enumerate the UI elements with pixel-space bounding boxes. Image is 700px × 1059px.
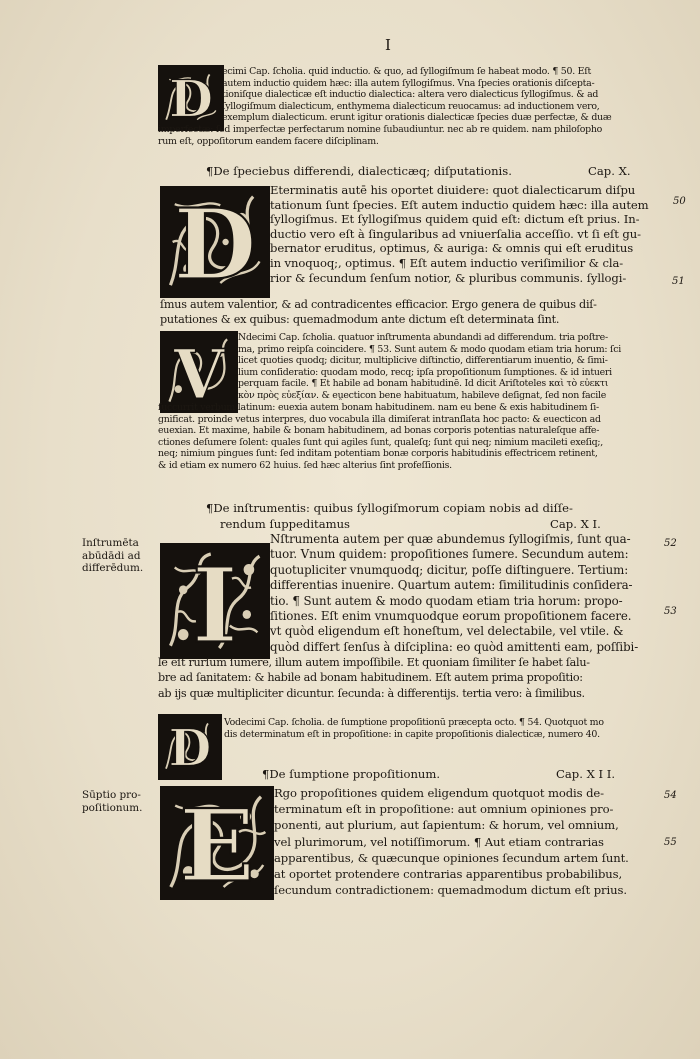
chapter-xii-text <box>274 785 629 898</box>
chapter-xi-text <box>270 532 638 655</box>
text-line: in vnoquoq;, optimus. ¶ Eſt autem inductio veriſimilior & cla- <box>270 255 624 270</box>
chapter-xi-text-tail <box>158 655 590 701</box>
margin-number-53: 53 <box>664 606 677 617</box>
chapter-heading-x <box>206 164 646 178</box>
text-line: vt quòd eligendum eſt honeſtum, vel delectabile, vel vtile. & <box>270 624 624 639</box>
text-line: tuor. Vnum quidem: propoſitiones ſumere. Secundum autem: <box>270 547 629 562</box>
scholia-block-1 <box>222 66 611 124</box>
margin-note-line: abūdādi ad <box>82 549 141 562</box>
text-line: at oportet protendere contrarias apparentibus probabilibus, <box>274 867 623 882</box>
decorated-initial-e <box>160 786 274 900</box>
text-line: Ndecimi Cap. ſcholia. quatuor inſtrumenta abundandi ad differendum. tria poſtre- <box>238 332 608 343</box>
text-line: quotupliciter vnumquodq; dicitur, poſſe diſtinguere. Tertium: <box>270 562 629 577</box>
margin-note-line: Inſtrumēta <box>82 537 139 549</box>
text-line: ecimi Cap. ſcholia. quid inductio. & quo, ad ſyllogiſmum ſe habeat modo. ¶ 50. Eſt <box>222 66 592 77</box>
margin-number-54: 54 <box>664 790 677 801</box>
text-line: ſmus autem valentior, & ad contradicentes efficacior. Ergo genera de quibus diſ- <box>160 298 597 311</box>
text-line: dis determinatum eſt in propoſitione: in capite propoſitionis dialecticæ, numero 40. <box>224 728 600 740</box>
chapter-title: ¶De ſumptione propoſitionum. <box>262 767 441 781</box>
chapter-heading-xii <box>262 767 662 781</box>
text-line: Eterminatis autē his oportet diuidere: quot dialecticarum diſpu <box>270 183 636 197</box>
text-line: tationum ſunt ſpecies. Eſt autem inductio quidem hæc: illa autem <box>270 197 649 212</box>
text-line: terminatum eſt in propoſitione: aut omnium opiniones pro- <box>274 802 614 817</box>
text-line: vel plurimorum, vel notiſſimorum. ¶ Aut etiam contrarias <box>274 834 604 849</box>
text-line: differentias inuenire. Quartum autem: ſimilitudinis conſidera- <box>270 578 633 593</box>
text-line: ab ijs quæ multipliciter dicuntur. ſecunda: à differentijs. tertia vero: à ſimilibus. <box>158 686 585 700</box>
margin-note-sumptio <box>82 789 142 814</box>
svg-text:V: V <box>173 333 225 411</box>
text-line: bre ad ſanitatem: & habile ad bonam habitudinem. Eſt autem prima propoſitio: <box>158 671 583 685</box>
svg-text:D: D <box>168 68 214 129</box>
scholia-block-3-tail <box>158 402 603 472</box>
text-line: putationes & ex quibus: quemadmodum ante dictum eſt determinata ſint. <box>160 312 560 326</box>
margin-number-50: 50 <box>673 196 686 207</box>
margin-note-instrumenta <box>82 537 143 575</box>
text-line: Rgo propoſitiones quidem eligendum quotquot modis de- <box>274 786 605 800</box>
text-line: quòd differt ſenſus à diſciplina: eo quòd amittenti eam, poſſibi- <box>270 639 639 654</box>
text-line: apparentibus, & quæcunque opiniones ſecundum artem ſunt. <box>274 850 629 865</box>
chapter-number: Cap. X I. <box>550 517 601 531</box>
svg-text:I: I <box>192 545 238 657</box>
text-line: ma, primo reipſa coincidere. ¶ 53. Sunt autem & modo quodam etiam tria horum: ſci <box>238 343 622 355</box>
text-line: tio. ¶ Sunt autem & modo quodam etiam tria horum: propo- <box>270 593 623 608</box>
text-line: lium conſideratio: quodam modo, recq; ipſa propoſitionum ſumptiones. & id intueri <box>238 366 612 378</box>
text-line: autem inductio quidem hæc: illa autem ſyllogiſmus. Vna ſpecies orationis diſcepta- <box>222 77 595 89</box>
text-line: κὸν πρὸς εὐεξίαν. & eu̯ecticon bene habituatum, habileve deſignat, ſed non facile <box>238 389 607 401</box>
chapter-number: Cap. X. <box>588 164 631 178</box>
margin-note-line: Sūptio pro- <box>82 789 141 801</box>
text-line: ſyllogiſmum dialecticum, enthymema dialecticum reuocamus: ad inductionem vero, <box>222 100 600 112</box>
text-line: imperfectæ: ſed imperfectæ perfectarum nomine ſubaudiuntur. nec ab re quidem. nam philoſopho <box>158 124 603 135</box>
chapter-x-text-tail <box>160 298 597 327</box>
scholia-block-3 <box>238 332 621 402</box>
margin-number-51: 51 <box>672 276 685 287</box>
margin-note-line: poſitionum. <box>82 801 143 814</box>
decorated-initial-d-small-2 <box>158 714 222 780</box>
text-line: bernator eruditus, optimus, & auriga: & omnis qui eſt eruditus <box>270 241 634 256</box>
text-line: ctiones deſumere ſolent: quales ſunt qui agiles ſunt, qualeſq; ſunt qui neq; nimium macileti exeſiq;, <box>158 436 604 448</box>
text-line: Vodecimi Cap. ſcholia. de ſumptione propoſitionū præcepta octo. ¶ 54. Quotquot mo <box>224 717 604 728</box>
decorated-initial-d-small <box>158 65 224 131</box>
text-line: ductio vero eſt à ſingularibus ad vniuerſalia acceſſio. vt ſi eſt gu- <box>270 226 641 241</box>
text-line: exemplum dialecticum. erunt igitur orationis dialecticæ ſpecies duæ perfectæ, & duæ <box>222 112 612 124</box>
text-line: ponenti, aut plurium, aut ſapientum: & horum, vel omnium, <box>274 818 619 833</box>
folio-number: I <box>385 36 391 54</box>
svg-text:D: D <box>173 188 257 296</box>
text-line: ſyllogiſmus. Et ſyllogiſmus quidem quid eſt: dictum eſt prius. In- <box>270 212 640 227</box>
text-line: licet quoties quodq; dicitur, multiplicive diſtinctio, differentiarum inuentio, & ſimi- <box>238 355 608 367</box>
text-line: euexian. Et maxime, habile & bonam habitudinem, ad bonas corporis potentias naturaleſque affe- <box>158 425 600 437</box>
text-line: neq; nimium pingues ſunt: ſed inditam potentiam bonæ corporis habitudinis effectricem retinent, <box>158 448 598 460</box>
text-line: tioniſque dialecticæ eſt inductio dialectica: altera vero dialecticus ſyllogiſmus. & ad <box>222 89 599 101</box>
chapter-title-cont: rendum ſuppeditamus <box>220 517 351 531</box>
margin-number-52: 52 <box>664 538 677 549</box>
chapter-x-text <box>270 183 649 285</box>
scholia-block-1-tail <box>158 124 602 147</box>
text-line: Nſtrumenta autem per quæ abundemus ſyllogiſmis, ſunt qua- <box>270 532 631 546</box>
decorated-initial-i <box>160 543 270 659</box>
chapter-title: ¶De inſtrumentis: quibus ſyllogiſmorum copiam nobis ad diſſe- <box>206 501 573 515</box>
text-line: perquam facile. ¶ Et habile ad bonam habitudinē. Id dicit Ariſtoteles καὶ τὸ εὐεκτι <box>238 378 609 390</box>
chapter-number: Cap. X I I. <box>556 767 616 781</box>
text-line: & id etiam ex numero 62 huius. ſed hæc alterius ſint profeſſionis. <box>158 459 452 471</box>
margin-number-55: 55 <box>664 837 677 848</box>
text-line: gnificat. proinde vetus interpres, duo vocabula illa dimiſerat intranſlata hoc pacto: & euecticon ad <box>158 413 601 425</box>
decorated-initial-d-large <box>160 186 270 298</box>
decorated-initial-v <box>160 331 238 413</box>
svg-text:D: D <box>168 717 212 778</box>
text-line: rum eſt, oppoſitorum eandem facere diſciplinam. <box>158 135 379 147</box>
text-line: ſuccurrit verbum latinum: euexia autem bonam habitudinem. nam eu bene & exis habitudinem ſi- <box>158 402 599 413</box>
svg-text:E: E <box>179 788 255 898</box>
text-line: ſecundum contradictionem: quemadmodum dictum eſt prius. <box>274 883 627 898</box>
chapter-heading-xi <box>206 500 646 532</box>
text-line: le eſt rurſum ſumere, illum autem impoſſibile. Et quoniam ſimiliter ſe habet ſalu- <box>158 656 590 669</box>
margin-note-line: differēdum. <box>82 562 144 574</box>
scholia-block-5 <box>224 717 604 740</box>
text-line: rior & ſecundum ſenſum notior, & pluribus communis. ſyllogi- <box>270 270 627 285</box>
text-line: ſitiones. Eſt enim vnumquodque eorum propoſitionem facere. <box>270 609 632 624</box>
chapter-title: ¶De ſpeciebus differendi, dialecticæq; diſputationis. <box>206 164 512 178</box>
